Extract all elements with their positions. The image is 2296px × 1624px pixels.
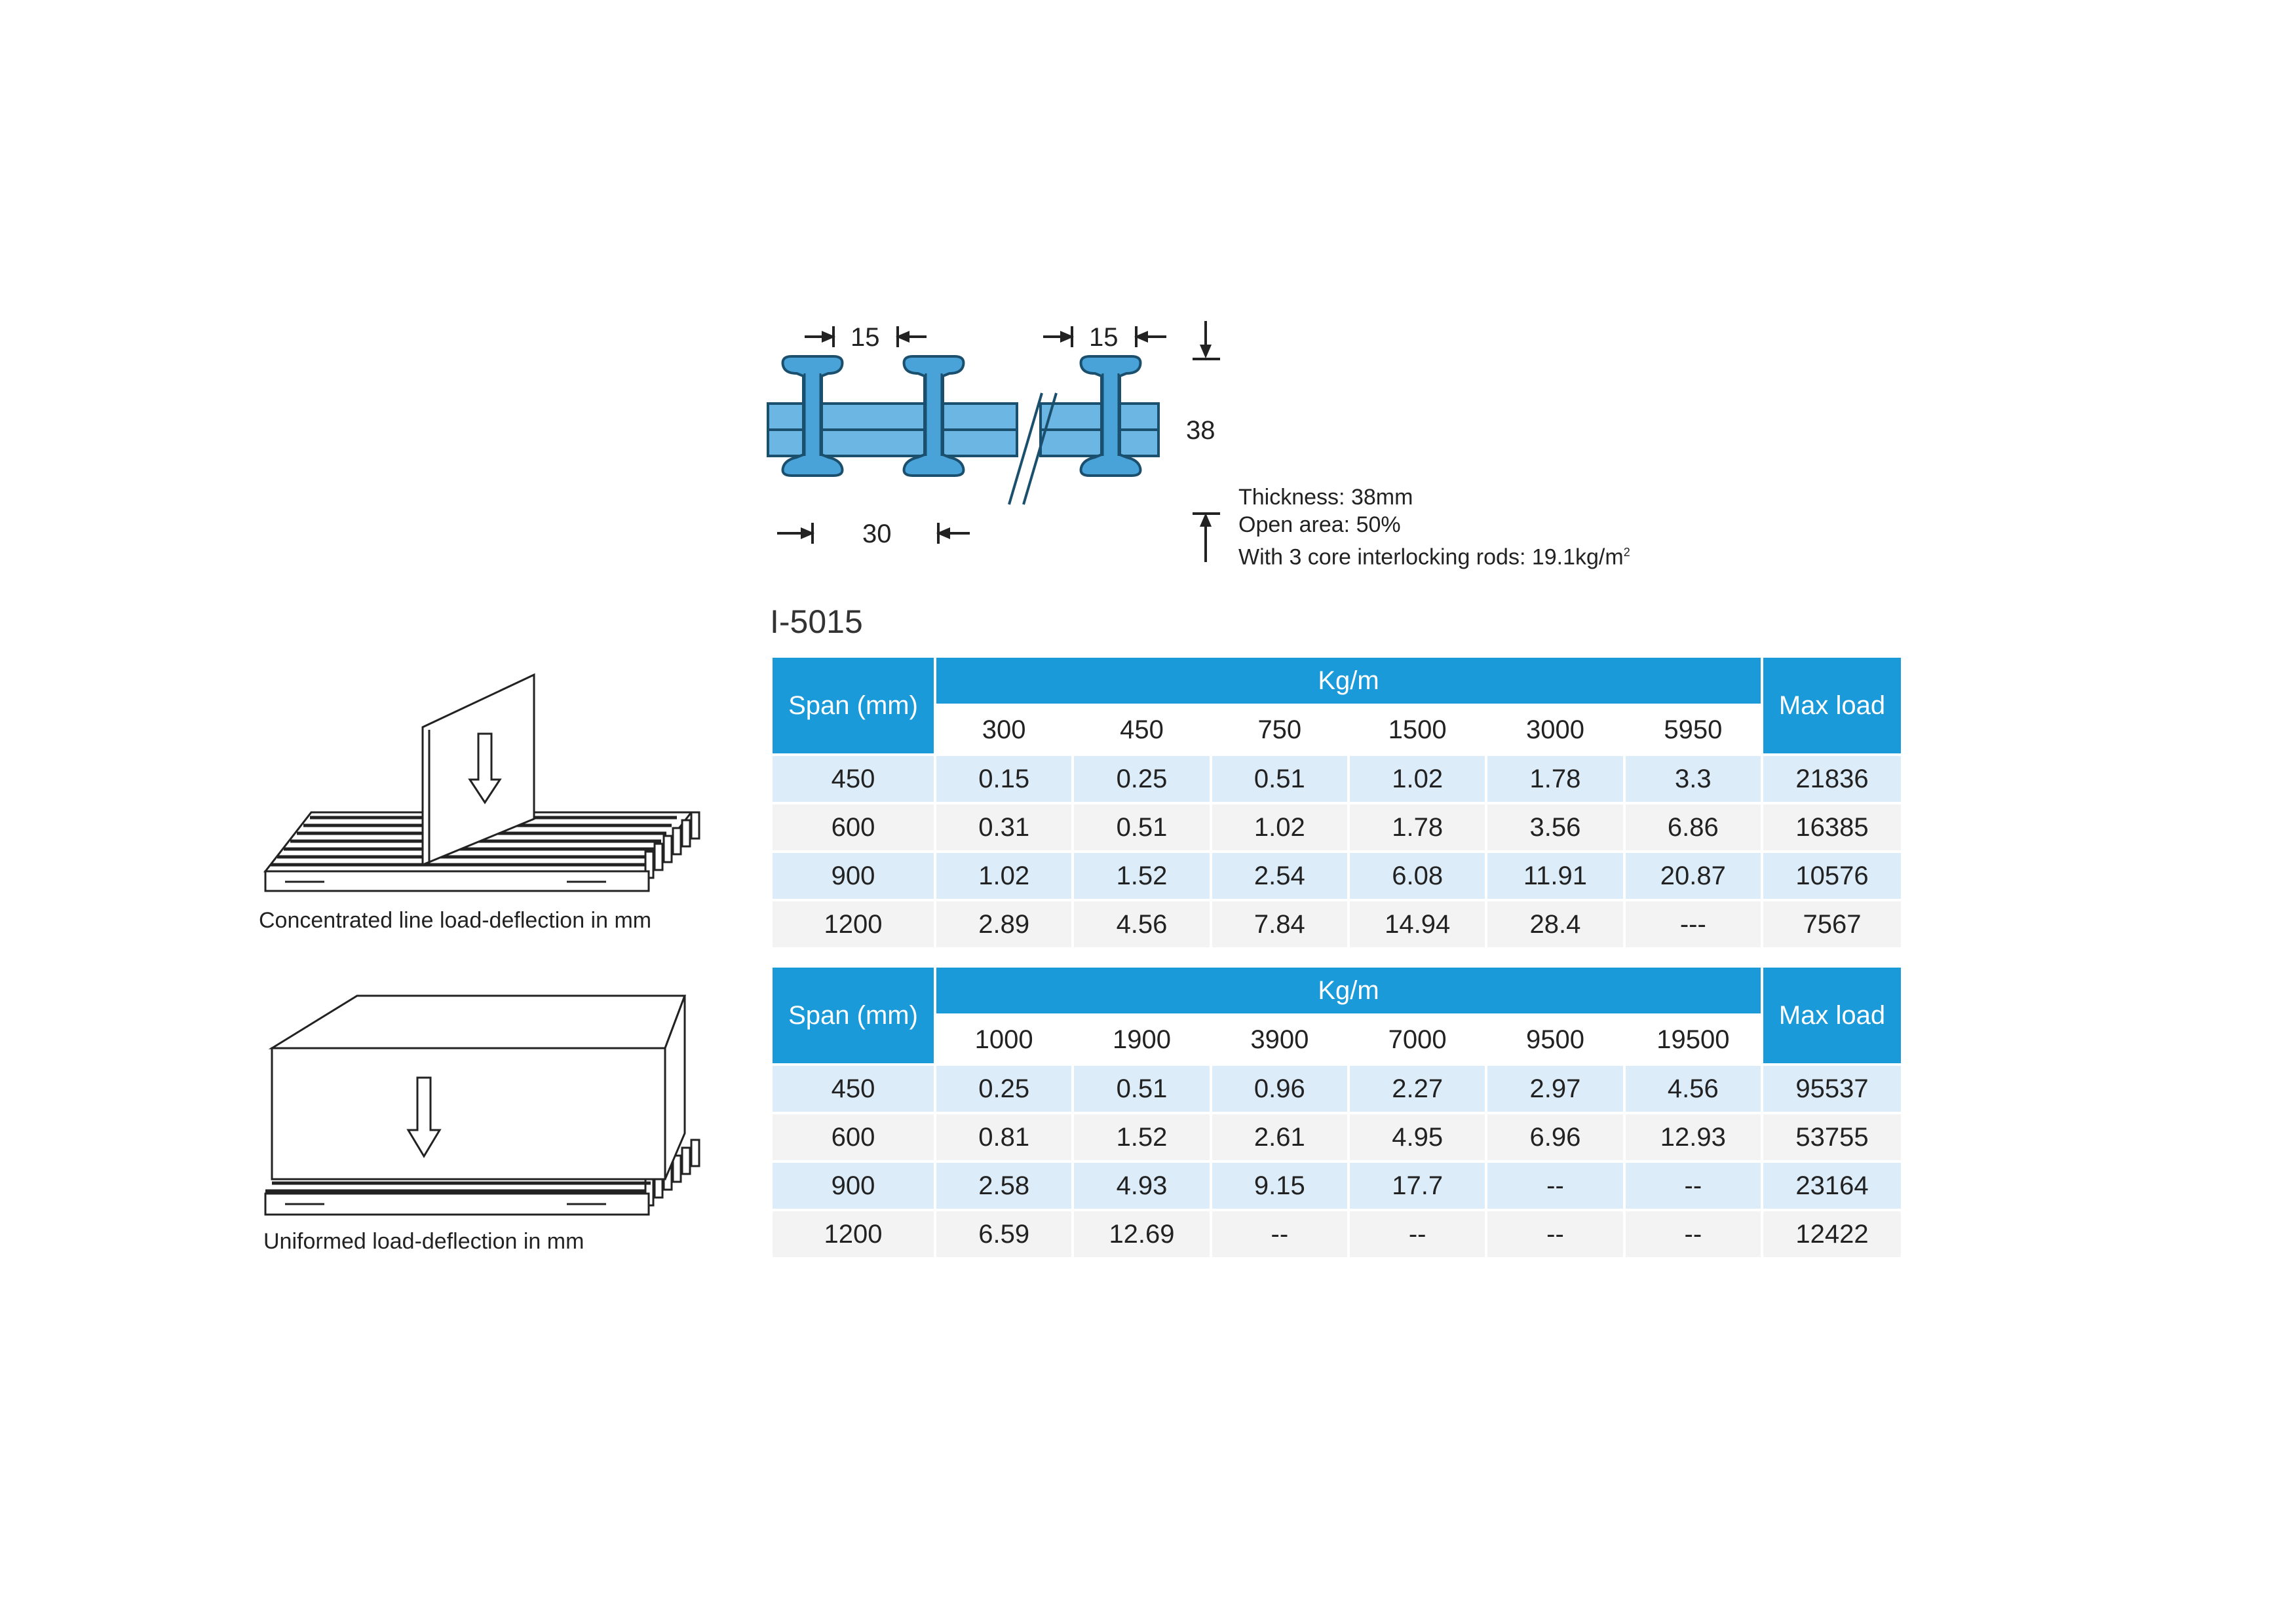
span-header: Span (mm) (773, 968, 934, 1063)
spec-rods-superscript: 2 (1623, 546, 1630, 559)
value-cell: 9.15 (1212, 1163, 1347, 1209)
value-cell: 0.25 (936, 1066, 1071, 1112)
value-cell: -- (1487, 1163, 1622, 1209)
value-cell: 0.51 (1074, 1066, 1209, 1112)
max-load-cell: 95537 (1763, 1066, 1901, 1112)
spec-rods (1238, 538, 1630, 571)
value-cell: 2.58 (936, 1163, 1071, 1209)
value-cell: 1.02 (1350, 756, 1485, 802)
value-cell: 1.78 (1350, 804, 1485, 850)
value-cell: 1.78 (1487, 756, 1622, 802)
value-cell: 6.08 (1350, 853, 1485, 899)
span-cell: 1200 (773, 901, 934, 947)
value-cell: 1.52 (1074, 853, 1209, 899)
value-cell: -- (1350, 1211, 1485, 1257)
uniform-load-caption: Uniformed load-deflection in mm (263, 1229, 584, 1254)
value-cell: 2.54 (1212, 853, 1347, 899)
span-cell: 450 (773, 1066, 934, 1112)
value-cell: 0.25 (1074, 756, 1209, 802)
dim-top-left-label: 15 (851, 323, 880, 352)
value-cell: 2.97 (1487, 1066, 1622, 1112)
value-cell: 2.27 (1350, 1066, 1485, 1112)
span-header: Span (mm) (773, 658, 934, 753)
dim-bottom-label: 30 (862, 519, 892, 548)
value-cell: 6.86 (1626, 804, 1761, 850)
spec-rods-text: With 3 core interlocking rods: 19.1kg/m (1238, 544, 1624, 570)
value-cell: 2.61 (1212, 1114, 1347, 1160)
model-label: I-5015 (770, 603, 863, 640)
value-cell: 0.96 (1212, 1066, 1347, 1112)
load-col-header: 1500 (1350, 706, 1485, 753)
span-cell: 900 (773, 1163, 934, 1209)
load-col-header: 1000 (936, 1016, 1071, 1063)
table-row (773, 756, 1901, 802)
uniform-load-illustration (259, 983, 704, 1225)
kgm-header: Kg/m (936, 658, 1761, 704)
value-cell: 4.56 (1074, 901, 1209, 947)
value-cell: 3.56 (1487, 804, 1622, 850)
value-cell: 1.52 (1074, 1114, 1209, 1160)
table-row (773, 1211, 1901, 1257)
load-col-header: 19500 (1626, 1016, 1761, 1063)
value-cell: 0.15 (936, 756, 1071, 802)
span-cell: 1200 (773, 1211, 934, 1257)
load-col-header: 300 (936, 706, 1071, 753)
max-load-cell: 7567 (1763, 901, 1901, 947)
load-col-header: 5950 (1626, 706, 1761, 753)
value-cell: 4.93 (1074, 1163, 1209, 1209)
kgm-header: Kg/m (936, 968, 1761, 1013)
value-cell: -- (1626, 1211, 1761, 1257)
value-cell: 7.84 (1212, 901, 1347, 947)
value-cell: 0.81 (936, 1114, 1071, 1160)
span-cell: 600 (773, 1114, 934, 1160)
value-cell: 12.69 (1074, 1211, 1209, 1257)
value-cell: 4.56 (1626, 1066, 1761, 1112)
max-load-header: Max load (1763, 658, 1901, 753)
value-cell: 6.59 (936, 1211, 1071, 1257)
value-cell: 1.02 (936, 853, 1071, 899)
load-col-header: 3000 (1487, 706, 1622, 753)
spec-thickness: Thickness: 38mm (1238, 485, 1413, 510)
load-col-header: 1900 (1074, 1016, 1209, 1063)
load-col-header: 450 (1074, 706, 1209, 753)
max-load-cell: 10576 (1763, 853, 1901, 899)
value-cell: 0.51 (1074, 804, 1209, 850)
table-row (773, 804, 1901, 850)
max-load-cell: 21836 (1763, 756, 1901, 802)
value-cell: 17.7 (1350, 1163, 1485, 1209)
max-load-cell: 16385 (1763, 804, 1901, 850)
value-cell: 14.94 (1350, 901, 1485, 947)
table-row (773, 1066, 1901, 1112)
value-cell: 3.3 (1626, 756, 1761, 802)
span-cell: 600 (773, 804, 934, 850)
value-cell: --- (1626, 901, 1761, 947)
value-cell: -- (1487, 1211, 1622, 1257)
value-cell: 11.91 (1487, 853, 1622, 899)
load-col-header: 9500 (1487, 1016, 1622, 1063)
table-row (773, 1114, 1901, 1160)
value-cell: -- (1212, 1211, 1347, 1257)
value-cell: 28.4 (1487, 901, 1622, 947)
dim-height-label: 38 (1186, 416, 1215, 445)
max-load-header: Max load (1763, 968, 1901, 1063)
value-cell: 4.95 (1350, 1114, 1485, 1160)
spec-open-area: Open area: 50% (1238, 512, 1401, 537)
line-load-caption: Concentrated line load-deflection in mm (259, 908, 652, 933)
load-col-header: 750 (1212, 706, 1347, 753)
span-cell: 450 (773, 756, 934, 802)
value-cell: 0.51 (1212, 756, 1347, 802)
max-load-cell: 12422 (1763, 1211, 1901, 1257)
table-row (773, 853, 1901, 899)
value-cell: 6.96 (1487, 1114, 1622, 1160)
span-cell: 900 (773, 853, 934, 899)
load-col-header: 7000 (1350, 1016, 1485, 1063)
table-row (773, 1163, 1901, 1209)
dim-top-right-label: 15 (1089, 323, 1119, 352)
value-cell: 2.89 (936, 901, 1071, 947)
load-col-header: 3900 (1212, 1016, 1347, 1063)
value-cell: -- (1626, 1163, 1761, 1209)
max-load-cell: 53755 (1763, 1114, 1901, 1160)
uniform-load-table (770, 965, 1904, 1260)
value-cell: 12.93 (1626, 1114, 1761, 1160)
line-load-illustration (259, 662, 704, 904)
table-row (773, 901, 1901, 947)
max-load-cell: 23164 (1763, 1163, 1901, 1209)
line-load-table (770, 655, 1904, 950)
value-cell: 20.87 (1626, 853, 1761, 899)
value-cell: 0.31 (936, 804, 1071, 850)
value-cell: 1.02 (1212, 804, 1347, 850)
